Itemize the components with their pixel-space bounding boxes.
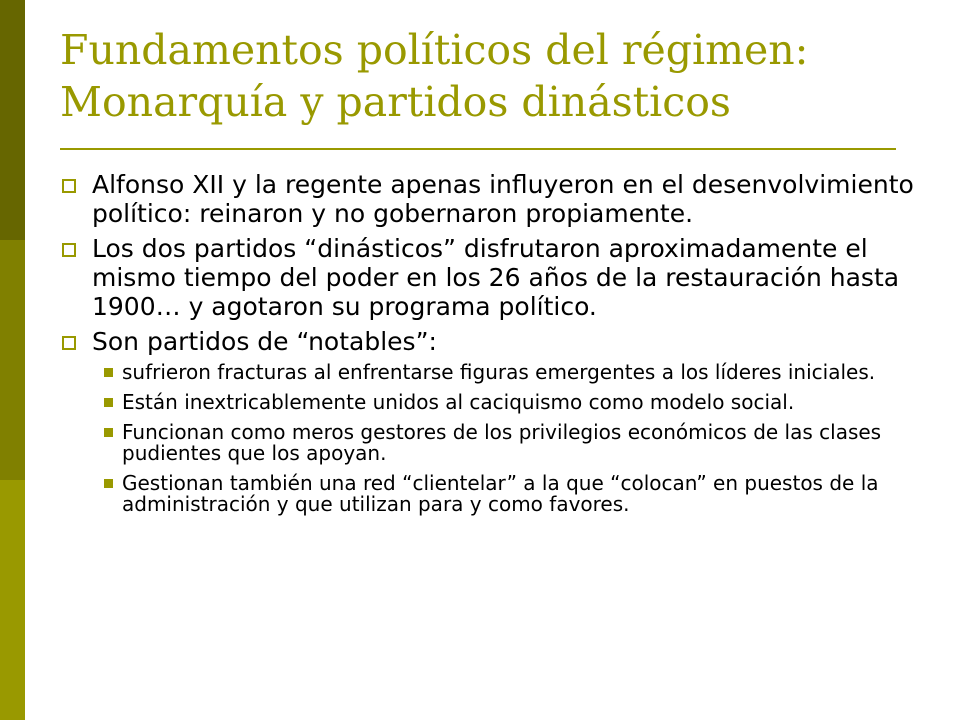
bullet-text: Alfonso XII y la regente apenas influyeron en el desenvolvimiento político: reinaron y no gobernaron propiamente.	[92, 170, 914, 228]
sub-bullet-item	[92, 422, 930, 464]
bullet-item	[60, 170, 930, 228]
sub-bullet-item	[92, 473, 930, 515]
sidebar-block-dark	[0, 0, 25, 240]
filled-square-icon	[104, 479, 113, 488]
bullet-text: Son partidos de “notables”:	[92, 327, 437, 356]
sub-bullet-list	[92, 362, 930, 515]
hollow-square-icon	[62, 336, 76, 350]
sub-bullet-text: sufrieron fracturas al enfrentarse figuras emergentes a los líderes iniciales.	[122, 360, 876, 384]
sub-bullet-text: Gestionan también una red “clientelar” a la que “colocan” en puestos de la administración y que utilizan para y como favores.	[122, 471, 879, 516]
hollow-square-icon	[62, 179, 76, 193]
bullet-text: Los dos partidos “dinásticos” disfrutaron aproximadamente el mismo tiempo del poder en los 26 años de la restauración hasta 1900… y agotaron su programa político.	[92, 234, 900, 321]
title-line-2: Monarquía y partidos dinásticos	[60, 78, 731, 126]
sub-bullet-text: Están inextricablemente unidos al caciquismo como modelo social.	[122, 390, 795, 414]
filled-square-icon	[104, 398, 113, 407]
sidebar-block-light	[0, 480, 25, 720]
hollow-square-icon	[62, 243, 76, 257]
filled-square-icon	[104, 428, 113, 437]
bullet-item	[60, 327, 930, 356]
sub-bullet-item	[92, 392, 930, 413]
title-line-1: Fundamentos políticos del régimen:	[60, 26, 809, 74]
sub-bullet-item	[92, 362, 930, 383]
sub-bullet-text: Funcionan como meros gestores de los privilegios económicos de las clases pudientes que los apoyan.	[122, 420, 882, 465]
sidebar-block-mid	[0, 240, 25, 480]
filled-square-icon	[104, 368, 113, 377]
slide-content	[60, 170, 930, 524]
slide-title	[60, 24, 920, 128]
title-divider	[60, 148, 896, 150]
sidebar-decoration	[0, 0, 25, 720]
bullet-item	[60, 234, 930, 321]
